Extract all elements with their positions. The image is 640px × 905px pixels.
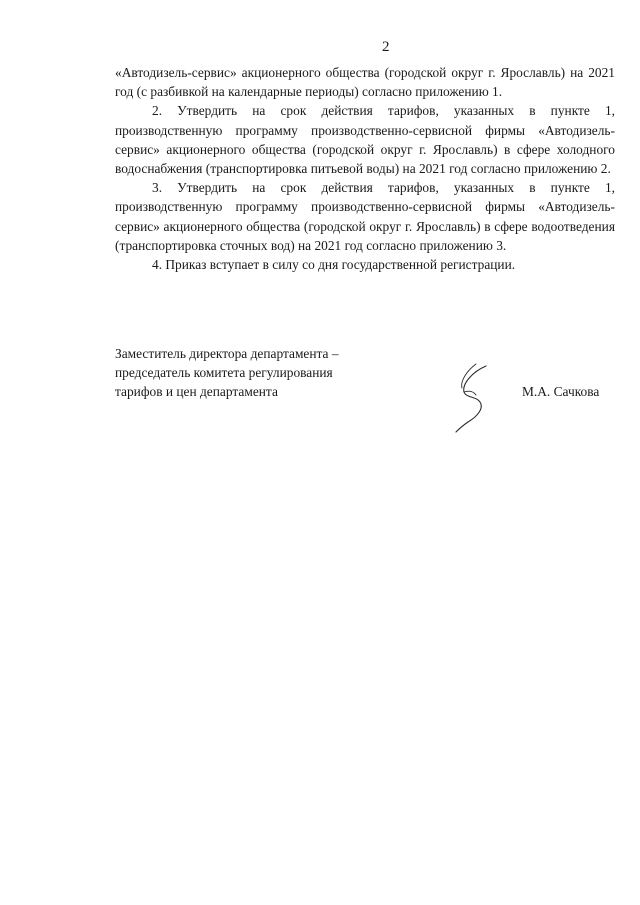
handwritten-signature xyxy=(450,362,510,434)
position-line-3: тарифов и цен департамента xyxy=(115,384,278,400)
paragraph-4: 4. Приказ вступает в силу со дня государственной регистрации. xyxy=(152,257,516,273)
signatory-position xyxy=(115,344,415,402)
position-line-1: Заместитель директора департамента – xyxy=(115,346,339,361)
signatory-name: М.А. Сачкова xyxy=(522,384,600,399)
position-line-2: председатель комитета регулирования xyxy=(115,365,333,381)
paragraph-2: 2. Утвердить на срок действия тарифов, указанных в пункте 1, производственную программу производственно-сервисной фирмы «Автодизель-сервис» акционерного общества (городской округ г. Ярославль) в сфере холодного водоснабжения (транспортировка питьевой воды) на 2021 год согласно приложению 2. xyxy=(115,103,615,177)
page-number: 2 xyxy=(382,39,390,55)
paragraph-1: «Автодизель-сервис» акционерного общества (городской округ г. Ярославль) на 2021 год (с разбивкой на календарные периоды) согласно приложению 1. xyxy=(115,65,615,100)
document-body xyxy=(115,63,615,274)
paragraph-3: 3. Утвердить на срок действия тарифов, указанных в пункте 1, производственную программу производственно-сервисной фирмы «Автодизель-сервис» акционерного общества (городской округ г. Ярославль) в сфере водоотведения (транспортировка сточных вод) на 2021 год согласно приложению 3. xyxy=(115,180,615,253)
